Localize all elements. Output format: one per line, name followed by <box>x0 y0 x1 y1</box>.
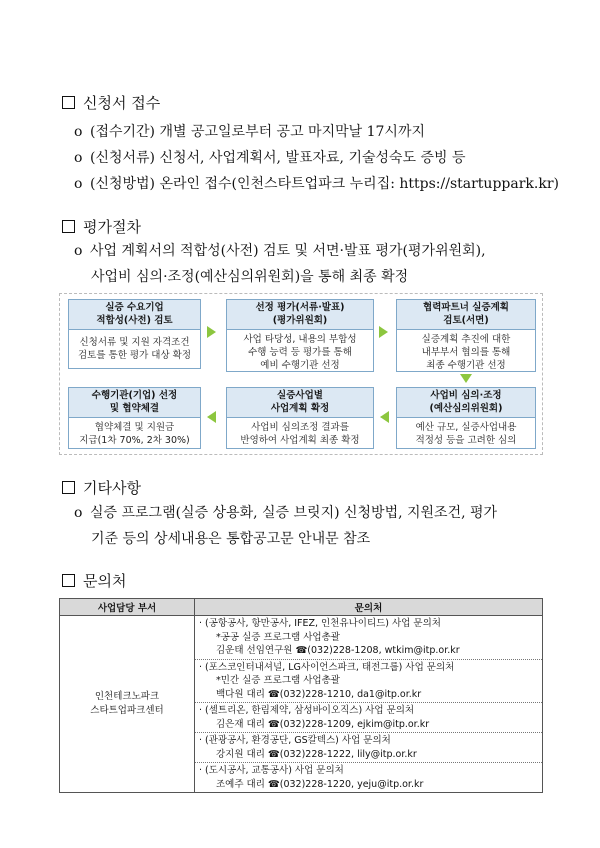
bullet-application-method: o (신청방법) 온라인 접수(인천스타트업파크 누리집: https://startuppark.kr) <box>74 176 559 192</box>
checkbox-square-icon <box>62 574 75 587</box>
dept-cell: 인천테크노파크 스타트업파크센터 <box>60 616 195 793</box>
bullet-other-line1: o 실증 프로그램(실증 상용화, 실증 브릿지) 신청방법, 지원조건, 평가 <box>74 505 498 521</box>
bullet-other-line2: 기준 등의 상세내용은 통합공고문 안내문 참조 <box>91 531 371 547</box>
bullet-application-period: o (접수기간) 개별 공고일로부터 공고 마지막날 17시까지 <box>74 124 425 140</box>
arrow-left-icon <box>380 411 389 423</box>
contact-group: · (셀트리온, 한림제약, 삼성바이오직스) 사업 문의처 김은재 대리 ☎(032)228-1209, ejkim@itp.or.kr <box>195 703 542 733</box>
contact-group: · (도시공사, 교통공사) 사업 문의처 조예주 대리 ☎(032)228-1220, yeju@itp.or.kr <box>199 765 424 790</box>
flow-step-5: 실증사업별 사업계획 확정 사업비 심의조정 결과를 반영하여 사업계획 최종 확정 <box>226 387 374 449</box>
checkbox-square-icon <box>62 220 75 233</box>
flow-step-2: 선정 평가(서류·발표) (평가위원회) 사업 타당성, 내용의 부합성 수행 능력 등 평가를 통해 예비 수행기관 선정 <box>226 299 374 372</box>
table-header-row <box>60 599 543 616</box>
flow-step-1: 실증 수요기업 적합성(사전) 검토 신청서류 및 지원 자격조건 검토를 통한 평가 대상 확정 <box>68 299 201 369</box>
arrow-right-icon <box>379 326 388 338</box>
section-title-other: 기타사항 <box>62 477 141 498</box>
contact-group: · (포스코인터내셔널, LG사이언스파크, 태전그룹) 사업 문의처 *민간 실증 프로그램 사업총괄 백다원 대리 ☎(032)228-1210, da1@itp.or.kr <box>195 660 542 704</box>
contact-table <box>59 598 543 793</box>
section-title-contact: 문의처 <box>62 570 126 591</box>
section-title-application: 신청서 접수 <box>62 92 160 113</box>
flow-step-6: 수행기관(기업) 선정 및 협약체결 협약체결 및 지원금 지급(1차 70%, 2차 30%) <box>68 387 201 449</box>
contact-cell <box>195 616 543 793</box>
table-row <box>60 616 543 793</box>
arrow-down-icon <box>460 374 472 383</box>
flow-step-4: 사업비 심의·조정 (예산심의위원회) 예산 규모, 실증사업내용 적정성 등을 고려한 심의 <box>396 387 536 449</box>
contact-group: · (공항공사, 항만공사, IFEZ, 인천유나이티드) 사업 문의처 *공공 실증 프로그램 사업총괄 김운태 선임연구원 ☎(032)228-1208, wtkim@itp.or.kr <box>195 616 542 660</box>
flow-step-3: 협력파트너 실증계획 검토(서면) 실증계획 추진에 대한 내부부서 협의를 통해 최종 수행기관 선정 <box>396 299 536 372</box>
checkbox-square-icon <box>62 481 75 494</box>
checkbox-square-icon <box>62 96 75 109</box>
arrow-right-icon <box>207 326 216 338</box>
bullet-evaluation-line2: 사업비 심의·조정(예산심의위원회)을 통해 최종 확정 <box>91 269 409 285</box>
header-contact: 문의처 <box>195 599 543 616</box>
bullet-evaluation-line1: o 사업 계획서의 적합성(사전) 검토 및 서면·발표 평가(평가위원회), <box>74 243 486 259</box>
arrow-left-icon <box>207 411 216 423</box>
contact-group: · (관광공사, 환경공단, GS칼텍스) 사업 문의처 강지원 대리 ☎(032)228-1222, lily@itp.or.kr <box>195 733 542 763</box>
section-title-evaluation: 평가절차 <box>62 216 141 237</box>
evaluation-flow-diagram <box>59 293 543 455</box>
header-dept: 사업담당 부서 <box>60 599 195 616</box>
bullet-application-documents: o (신청서류) 신청서, 사업계획서, 발표자료, 기술성숙도 증빙 등 <box>74 150 466 166</box>
